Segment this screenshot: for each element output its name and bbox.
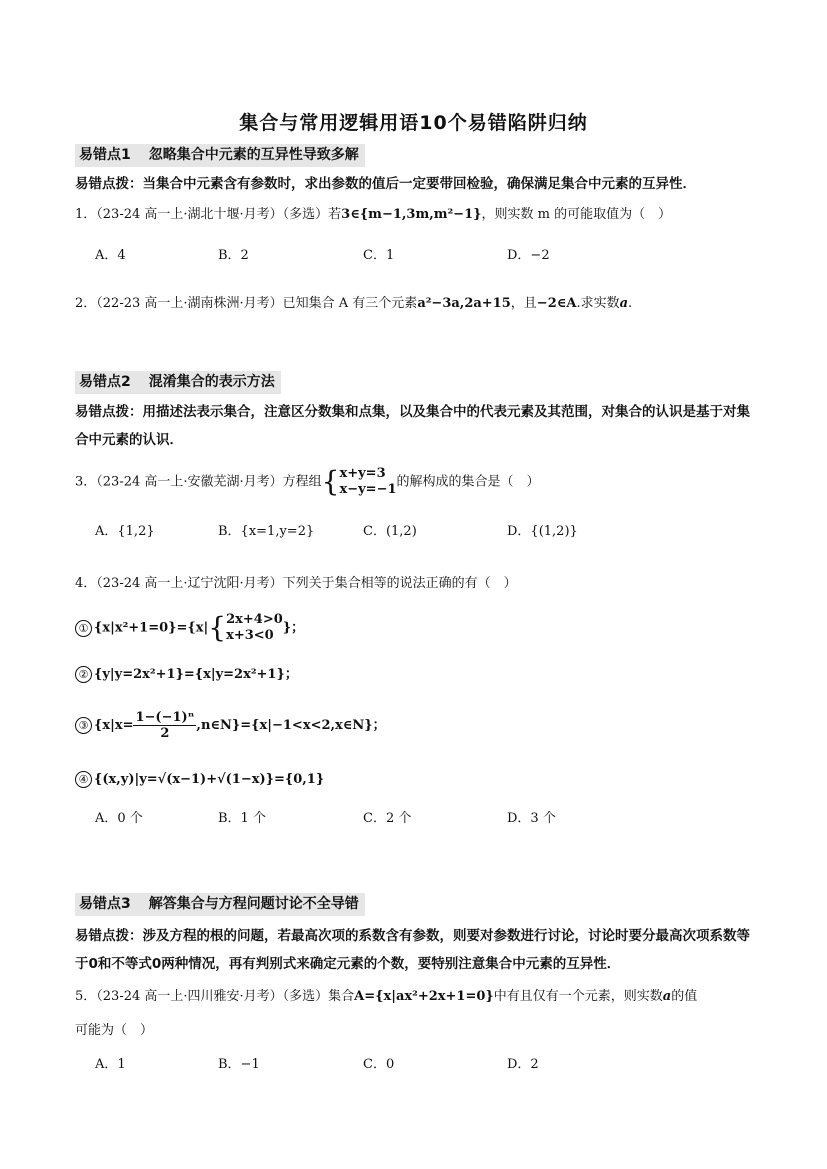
question-1-stem: 1．（23-24 高一上·湖北十堰·月考）（多选）若3∈{m−1,3m,m²−1}，则实数 m 的可能取值为（ ）: [75, 207, 672, 222]
question-5-option-a: A．1: [95, 1057, 126, 1072]
section-2-tip: 易错点拨：用描述法表示集合，注意区分数集和点集，以及集合中的代表元素及其范围，对集合的认识是基于对集合中元素的认识．: [75, 404, 750, 448]
question-4-statement-2: ② {y|y=2x²+1}={x|y=2x²+1}；: [75, 664, 298, 686]
question-5-option-d: D．2: [507, 1057, 539, 1072]
section-2-label: 易错点2: [79, 374, 131, 390]
question-1-option-b: B．2: [218, 248, 249, 263]
section-1-tip: 易错点拨：当集合中元素含有参数时，求出参数的值后一定要带回检验，确保满足集合中元素的互异性．: [75, 176, 696, 192]
question-4-option-b: B．1 个: [218, 811, 266, 826]
question-1-option-a: A．4: [95, 248, 126, 263]
question-4-statement-3: ③ {x|x= $\frac{\text{1−(−1)ⁿ}}{2}$ ,n∈N}={x|−1<x<2,x∈N}；: [75, 710, 386, 741]
section-3-heading: [75, 893, 365, 916]
page-title: 集合与常用逻辑用语10个易错陷阱归纳: [239, 112, 588, 134]
section-3-title: 解答集合与方程问题讨论不全导错: [148, 896, 359, 912]
question-4-option-d: D．3 个: [507, 811, 556, 826]
section-1-title: 忽略集合中元素的互异性导致多解: [148, 147, 359, 163]
question-3-option-d: D．{(1,2)}: [507, 524, 578, 539]
question-4-statement-1: ① {x|x²+1=0}={x|{2x+4>0 x+3<0 }；: [75, 612, 304, 644]
question-3-system: x+y=3 x−y=−1: [339, 466, 397, 497]
question-1-option-c: C．1: [363, 248, 395, 263]
question-5-stem-line-2: 可能为（ ）: [75, 1023, 154, 1038]
question-3-stem: 3．（23-24 高一上·安徽芜湖·月考）方程组{x+y=3 x−y=−1的解构成的集合是（ ）: [75, 465, 540, 498]
section-2-heading: [75, 371, 281, 394]
section-1-label: 易错点1: [79, 147, 131, 163]
question-5-stem-line-1: 5．（23-24 高一上·四川雅安·月考）（多选）集合A={x|ax²+2x+1=0}中有且仅有一个元素，则实数a的值: [75, 989, 698, 1004]
question-2-stem: 2．（22-23 高一上·湖南株洲·月考）已知集合 A 有三个元素a²−3a,2a+15，且−2∈A.求实数a.: [75, 296, 633, 311]
question-4-stem: 4．（23-24 高一上·辽宁沈阳·月考）下列关于集合相等的说法正确的有（ ）: [75, 576, 517, 591]
question-3-option-a: A．{1,2}: [95, 524, 155, 539]
question-5-option-b: B．−1: [218, 1057, 260, 1072]
question-5-option-c: C．0: [363, 1057, 395, 1072]
question-3-option-b: B．{x=1,y=2}: [218, 524, 315, 539]
question-4-option-a: A．0 个: [95, 811, 143, 826]
question-4-option-c: C．2 个: [363, 811, 412, 826]
question-5-math: A={x|ax²+2x+1=0}: [354, 989, 494, 1004]
question-4-statement-4: ④ {(x,y)|y=√(x−1)+√(1−x)}={0,1}: [75, 769, 324, 791]
question-3-option-c: C．(1,2): [363, 524, 417, 539]
question-1-math: 3∈{m−1,3m,m²−1}: [341, 207, 482, 222]
question-2-math: a²−3a,2a+15: [417, 296, 511, 311]
section-2-title: 混淆集合的表示方法: [148, 374, 275, 390]
section-3-tip: 易错点拨：涉及方程的根的问题，若最高次项的系数含有参数，则要对参数进行讨论，讨论时要分最高次项系数等于0和不等式0两种情况，再有判别式来确定元素的个数，要特别注意集合中元素的互异性．: [75, 928, 750, 972]
section-1-heading: [75, 144, 365, 167]
question-1-option-d: D．−2: [507, 248, 550, 263]
section-3-label: 易错点3: [79, 896, 131, 912]
